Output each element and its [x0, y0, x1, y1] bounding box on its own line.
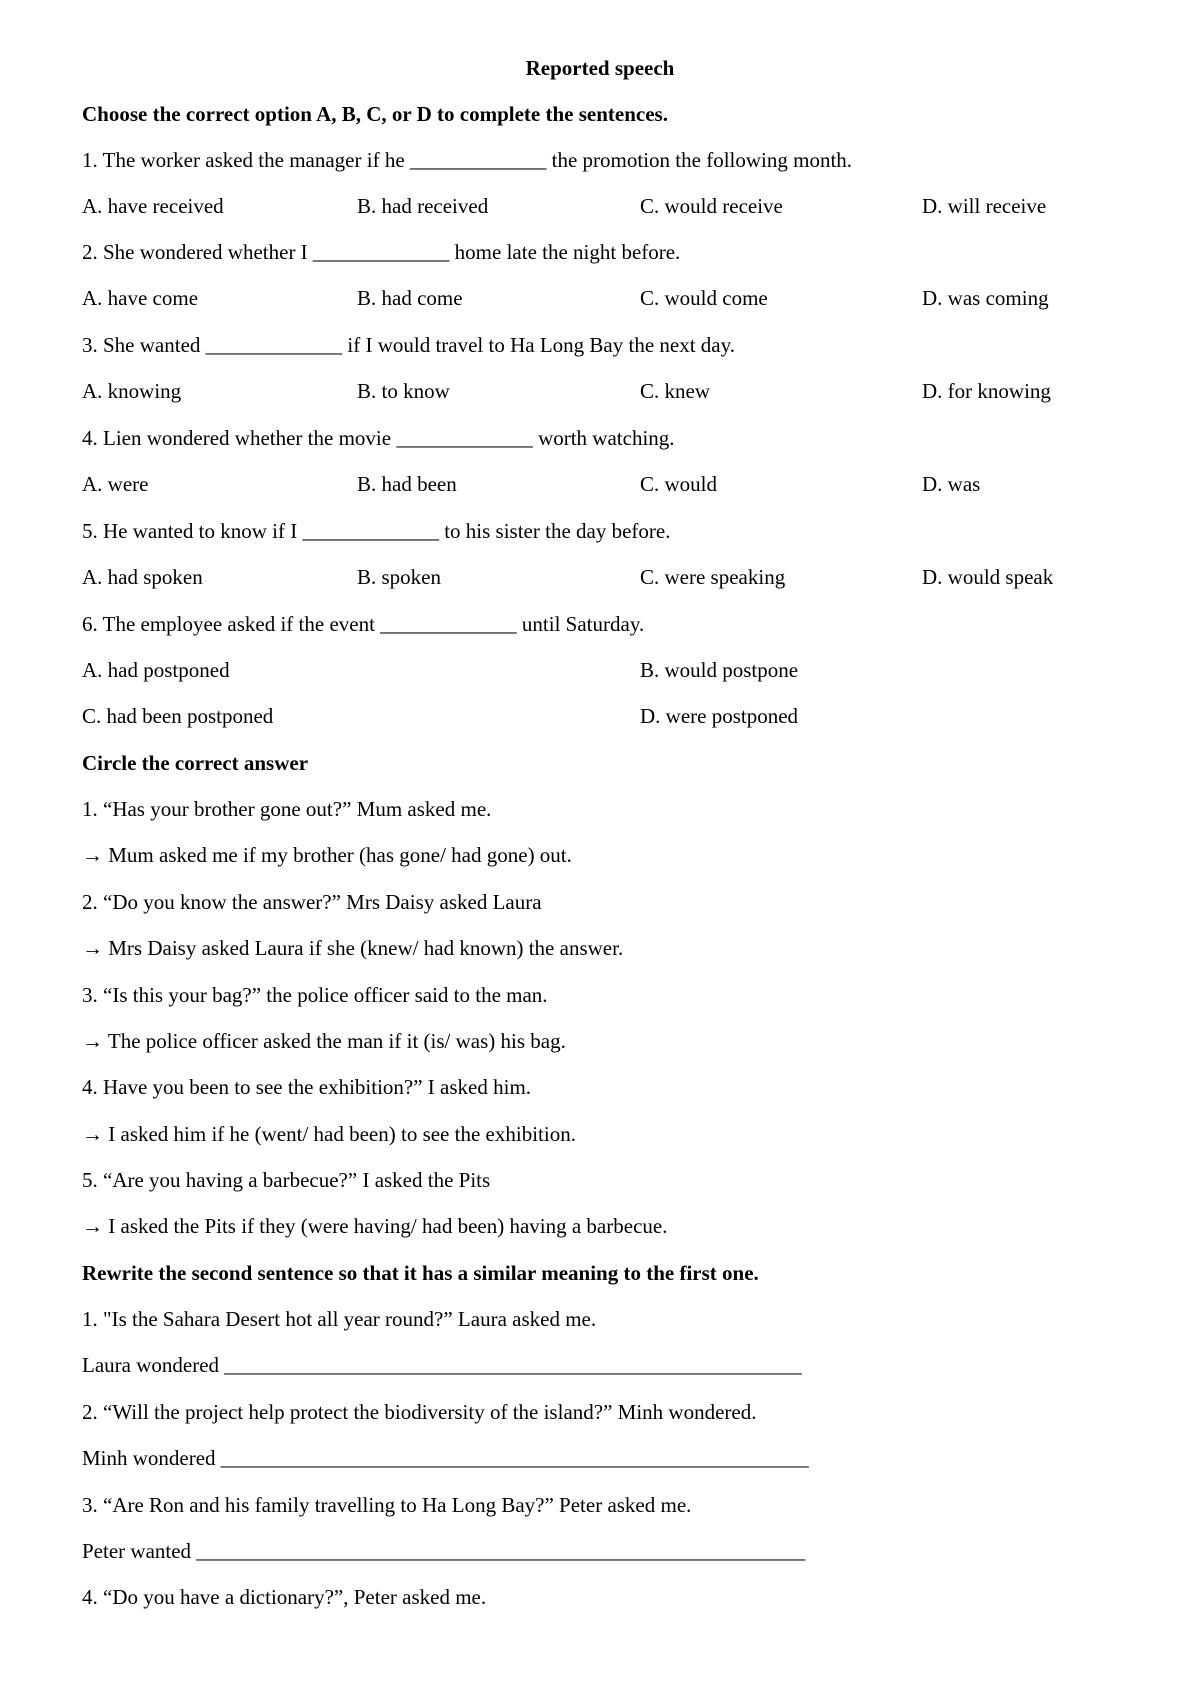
option-2a: A. have come — [82, 286, 199, 310]
option-3b: B. to know — [357, 379, 450, 403]
option-4a: A. were — [82, 472, 149, 496]
circle-answer-2: → Mrs Daisy asked Laura if she (knew/ had known) the answer. — [82, 936, 624, 960]
rewrite-answer-3: Peter wanted __________________________________________________________ — [82, 1539, 806, 1563]
option-6b: B. would postpone — [640, 658, 799, 682]
rewrite-answer-1: Laura wondered _______________________________________________________ — [82, 1353, 802, 1377]
page-title: Reported speech — [525, 56, 675, 80]
circle-question-5: 5. “Are you having a barbecue?” I asked the Pits — [82, 1168, 491, 1192]
option-2c: C. would come — [640, 286, 768, 310]
circle-question-1: 1. “Has your brother gone out?” Mum asked me. — [82, 797, 492, 821]
rewrite-question-3: 3. “Are Ron and his family travelling to Ha Long Bay?” Peter asked me. — [82, 1493, 692, 1517]
question-3: 3. She wanted _____________ if I would travel to Ha Long Bay the next day. — [82, 333, 736, 357]
question-2: 2. She wondered whether I _____________ home late the night before. — [82, 240, 681, 264]
option-6d: D. were postponed — [640, 704, 799, 728]
rewrite-question-1: 1. "Is the Sahara Desert hot all year round?” Laura asked me. — [82, 1307, 597, 1331]
question-6: 6. The employee asked if the event _____________ until Saturday. — [82, 612, 645, 636]
circle-answer-5: → I asked the Pits if they (were having/ had been) having a barbecue. — [82, 1214, 668, 1238]
option-5a: A. had spoken — [82, 565, 203, 589]
section2-heading: Circle the correct answer — [82, 751, 309, 775]
rewrite-answer-2: Minh wondered ________________________________________________________ — [82, 1446, 809, 1470]
option-5d: D. would speak — [922, 565, 1054, 589]
option-5c: C. were speaking — [640, 565, 786, 589]
circle-question-4: 4. Have you been to see the exhibition?” I asked him. — [82, 1075, 532, 1099]
circle-question-2: 2. “Do you know the answer?” Mrs Daisy asked Laura — [82, 890, 542, 914]
question-5: 5. He wanted to know if I _____________ to his sister the day before. — [82, 519, 671, 543]
option-6c: C. had been postponed — [82, 704, 274, 728]
option-1c: C. would receive — [640, 194, 783, 218]
section3-heading: Rewrite the second sentence so that it has a similar meaning to the first one. — [82, 1261, 759, 1285]
option-3c: C. knew — [640, 379, 710, 403]
option-6a: A. had postponed — [82, 658, 230, 682]
option-4b: B. had been — [357, 472, 457, 496]
rewrite-question-4: 4. “Do you have a dictionary?”, Peter asked me. — [82, 1585, 487, 1609]
question-4: 4. Lien wondered whether the movie _____________ worth watching. — [82, 426, 675, 450]
circle-question-3: 3. “Is this your bag?” the police officer said to the man. — [82, 983, 548, 1007]
option-5b: B. spoken — [357, 565, 441, 589]
option-3d: D. for knowing — [922, 379, 1051, 403]
option-1b: B. had received — [357, 194, 489, 218]
option-1d: D. will receive — [922, 194, 1047, 218]
option-4d: D. was — [922, 472, 981, 496]
option-2d: D. was coming — [922, 286, 1049, 310]
rewrite-question-2: 2. “Will the project help protect the biodiversity of the island?” Minh wondered. — [82, 1400, 757, 1424]
section1-heading: Choose the correct option A, B, C, or D to complete the sentences. — [82, 102, 668, 126]
option-3a: A. knowing — [82, 379, 182, 403]
option-2b: B. had come — [357, 286, 463, 310]
option-4c: C. would — [640, 472, 718, 496]
question-1: 1. The worker asked the manager if he _____________ the promotion the following month. — [82, 148, 853, 172]
circle-answer-1: → Mum asked me if my brother (has gone/ had gone) out. — [82, 843, 572, 867]
option-1a: A. have received — [82, 194, 224, 218]
circle-answer-4: → I asked him if he (went/ had been) to see the exhibition. — [82, 1122, 576, 1146]
circle-answer-3: → The police officer asked the man if it (is/ was) his bag. — [82, 1029, 566, 1053]
